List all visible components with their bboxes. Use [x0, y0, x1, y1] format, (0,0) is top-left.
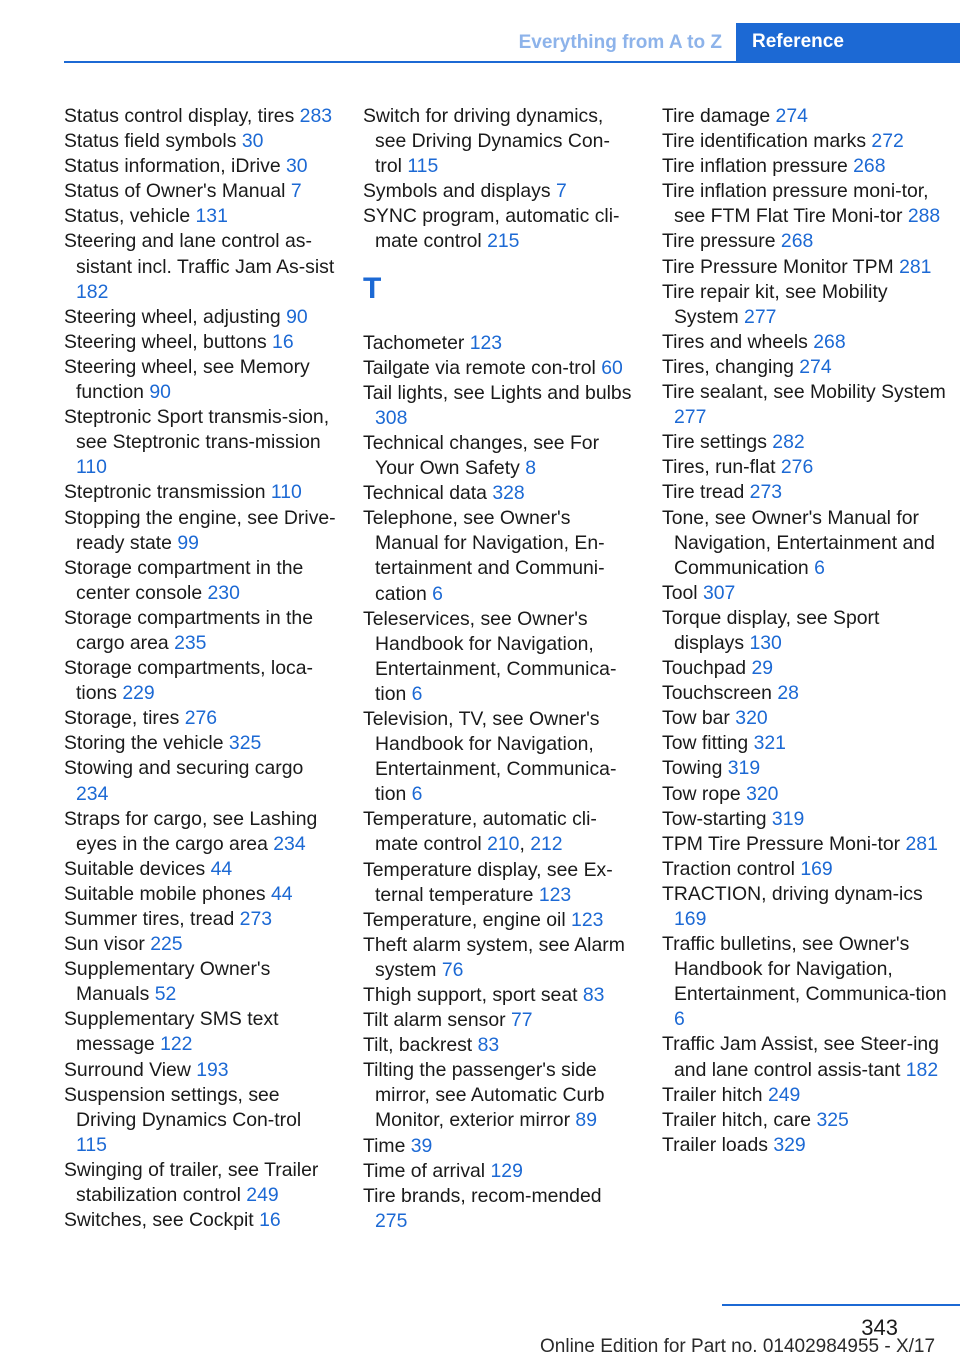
- index-entry: [64, 104, 336, 129]
- page-link[interactable]: 234: [76, 782, 109, 805]
- page-link[interactable]: 169: [800, 857, 833, 880]
- page-link[interactable]: 215: [487, 230, 520, 253]
- index-term: Traffic bulletins, see Owner's Handbook for Navigation, Entertainment, Communica-tion: [662, 933, 947, 1006]
- index-term: Tilt alarm sensor: [363, 1009, 506, 1032]
- page-link[interactable]: 30: [241, 130, 264, 153]
- page-link[interactable]: 83: [477, 1034, 500, 1057]
- page-link[interactable]: 249: [246, 1184, 279, 1207]
- index-entry: [662, 355, 952, 380]
- index-entry: [662, 1108, 952, 1133]
- page-link[interactable]: 234: [273, 832, 306, 855]
- index-entry: [64, 807, 336, 857]
- index-term: Sun visor: [64, 933, 145, 956]
- index-term: Tool: [662, 581, 698, 604]
- page-link[interactable]: 123: [538, 883, 572, 906]
- index-entry: [662, 104, 952, 129]
- index-term: Tire tread: [662, 481, 745, 504]
- page-link[interactable]: 319: [771, 807, 805, 830]
- index-term: Thigh support, sport seat: [363, 984, 578, 1006]
- header-section-title: Everything from A to Z: [518, 32, 722, 53]
- index-term: Steptronic Sport transmis-sion, see Steptronic trans-mission: [64, 406, 330, 454]
- index-entry: [662, 229, 952, 254]
- index-entry: [662, 455, 952, 480]
- index-entry: [662, 1032, 952, 1082]
- page-link[interactable]: 77: [510, 1009, 533, 1032]
- index-term: Tire Pressure Monitor TPM: [662, 255, 894, 278]
- index-term: Traffic Jam Assist, see Steer-ing and lane control assis-tant: [662, 1033, 939, 1081]
- index-entry: [662, 280, 952, 330]
- index-term: Supplementary Owner's Manuals: [64, 958, 271, 1006]
- index-entry: [363, 104, 635, 179]
- index-term: Swinging of trailer, see Trailer stabilization control: [64, 1158, 319, 1207]
- index-entry: [662, 255, 952, 280]
- page-link[interactable]: 76: [441, 958, 464, 981]
- page-link[interactable]: 6: [411, 682, 423, 705]
- page-link[interactable]: 182: [905, 1058, 939, 1081]
- index-entry: [64, 882, 336, 907]
- index-term: Television, TV, see Owner's Handbook for Navigation, Entertainment, Communica-tion: [363, 707, 617, 806]
- page-link[interactable]: 320: [735, 707, 768, 730]
- index-term: Status of Owner's Manual: [64, 180, 286, 203]
- index-term: Tires and wheels: [662, 330, 808, 353]
- page-link[interactable]: 28: [777, 682, 799, 705]
- index-entry: [363, 1134, 635, 1159]
- index-column-1: [64, 104, 336, 1233]
- index-entry: [662, 380, 952, 430]
- index-entry: [64, 229, 336, 304]
- index-term: Tire pressure: [662, 230, 776, 253]
- index-term: Technical changes, see For Your Own Safety: [363, 431, 600, 480]
- index-term: Status field symbols: [64, 130, 237, 153]
- page-link[interactable]: 182: [76, 280, 109, 303]
- index-entry: [64, 656, 336, 706]
- page-link[interactable]: 235: [174, 631, 207, 654]
- page-link[interactable]: 129: [490, 1159, 523, 1182]
- index-entry: [363, 1033, 635, 1058]
- index-term: Trailer hitch, care: [662, 1108, 812, 1131]
- page-link[interactable]: 268: [813, 330, 846, 353]
- index-term: Touchscreen: [662, 682, 772, 705]
- index-entry: [363, 481, 635, 506]
- page-link[interactable]: 6: [432, 582, 443, 605]
- page-link[interactable]: 281: [905, 832, 938, 855]
- page-link[interactable]: 8: [525, 457, 536, 480]
- page-link[interactable]: 281: [899, 255, 932, 278]
- index-term: Suitable mobile phones: [64, 882, 266, 905]
- page-link[interactable]: 44: [270, 882, 293, 905]
- index-term: Supplementary SMS text message: [64, 1008, 279, 1056]
- index-entry: [662, 330, 952, 355]
- index-entry: [64, 154, 336, 179]
- index-term: Surround View: [64, 1058, 191, 1081]
- index-entry: [64, 706, 336, 731]
- index-term: Tire inflation pressure: [662, 155, 848, 178]
- index-entry: [363, 607, 635, 707]
- page-link[interactable]: 212: [530, 833, 563, 856]
- index-term: Touchpad: [662, 657, 747, 680]
- index-entry: [64, 556, 336, 606]
- index-entry: [64, 907, 336, 932]
- index-term: Stopping the engine, see Drive-ready state: [64, 506, 336, 554]
- index-term: TRACTION, driving dynam-ics: [662, 882, 923, 905]
- page-link[interactable]: 268: [780, 230, 814, 253]
- page-link[interactable]: 115: [407, 155, 439, 178]
- page-link[interactable]: 60: [601, 356, 623, 379]
- index-term: Status, vehicle: [64, 205, 191, 228]
- index-term: Tow-starting: [662, 807, 767, 830]
- index-term: Suspension settings, see Driving Dynamics Con-trol: [64, 1083, 302, 1131]
- index-entry: [662, 581, 952, 606]
- index-entry: [363, 179, 635, 204]
- index-term: Tires, run-flat: [662, 456, 776, 479]
- page-link[interactable]: 308: [375, 406, 408, 429]
- page-link[interactable]: 276: [184, 707, 218, 730]
- index-term: Tire inflation pressure moni-tor, see FTM Flat Tire Moni-tor: [662, 180, 929, 228]
- page-link[interactable]: 229: [122, 682, 155, 705]
- index-entry: [363, 356, 635, 381]
- index-entry: [64, 480, 336, 505]
- index-entry: [64, 1007, 336, 1057]
- page-link[interactable]: 6: [814, 556, 825, 579]
- page-link[interactable]: 130: [749, 631, 782, 654]
- index-term: SYNC program, automatic cli-mate control: [363, 205, 620, 253]
- index-term: TPM Tire Pressure Moni-tor: [662, 832, 901, 855]
- index-term: Tilting the passenger's side mirror, see Automatic Curb Monitor, exterior mirror: [363, 1059, 605, 1132]
- index-term: Status control display, tires: [64, 105, 295, 127]
- index-term: Switch for driving dynamics, see Driving Dynamics Con-trol: [363, 105, 610, 178]
- index-entry: [662, 882, 952, 932]
- index-term: Tires, changing: [662, 355, 794, 378]
- page-link[interactable]: 283: [299, 105, 333, 127]
- index-term: Trailer loads: [662, 1133, 768, 1156]
- index-entry: [662, 606, 952, 656]
- index-entry: [64, 857, 336, 882]
- index-entry: [64, 756, 336, 806]
- index-term: Storage compartment in the center console: [64, 556, 304, 604]
- index-entry: [64, 355, 336, 405]
- page-link[interactable]: 225: [150, 933, 183, 956]
- index-term: Temperature display, see Ex-ternal temperature: [363, 858, 613, 906]
- index-term: Tire sealant, see Mobility System: [662, 381, 946, 404]
- page-link[interactable]: 275: [375, 1209, 408, 1232]
- page-link[interactable]: 210: [487, 833, 520, 856]
- index-entry: [64, 405, 336, 480]
- index-term: Time of arrival: [363, 1159, 486, 1182]
- index-term: Technical data: [363, 482, 487, 505]
- index-term: Suitable devices: [64, 857, 206, 880]
- index-term: Tow rope: [662, 782, 741, 805]
- page-link[interactable]: 90: [149, 381, 171, 404]
- page-link[interactable]: 277: [674, 406, 707, 429]
- page-link[interactable]: 110: [270, 481, 302, 504]
- index-term: Storage, tires: [64, 707, 180, 730]
- index-entry: [363, 807, 635, 857]
- index-entry: [363, 908, 635, 933]
- index-term: Steering wheel, buttons: [64, 330, 267, 353]
- index-term: Tire identification marks: [662, 130, 867, 153]
- page-link[interactable]: 272: [871, 130, 904, 153]
- index-term: Temperature, automatic cli-mate control: [363, 808, 597, 856]
- index-entry: [662, 731, 952, 756]
- index-entry: [64, 1208, 336, 1233]
- index-entry: [363, 331, 635, 356]
- index-entry: [363, 381, 635, 431]
- index-entry: [64, 305, 336, 330]
- page-link[interactable]: 193: [196, 1058, 229, 1081]
- index-entry: [64, 932, 336, 957]
- index-entry: [363, 1008, 635, 1033]
- page-link[interactable]: 90: [286, 305, 308, 328]
- index-term: Straps for cargo, see Lashing eyes in the cargo area: [64, 807, 318, 855]
- index-entry: [363, 1159, 635, 1184]
- page-link[interactable]: 30: [286, 155, 308, 178]
- index-entry: [662, 756, 952, 781]
- index-term: Tire repair kit, see Mobility System: [662, 280, 888, 328]
- page-link[interactable]: 16: [259, 1209, 281, 1232]
- index-entry: [64, 1083, 336, 1158]
- page-link[interactable]: 319: [727, 757, 761, 780]
- index-entry: [662, 857, 952, 882]
- index-entry: [662, 1133, 952, 1158]
- page-link[interactable]: 115: [76, 1133, 107, 1156]
- index-entry: [662, 932, 952, 1032]
- index-term: Symbols and displays: [363, 180, 551, 203]
- page-link[interactable]: 7: [290, 180, 302, 203]
- index-entry: [64, 957, 336, 1007]
- page-separator: ,: [519, 833, 525, 856]
- header-rule: [64, 61, 960, 63]
- index-entry: [64, 1158, 336, 1208]
- page-link[interactable]: 39: [410, 1134, 433, 1157]
- index-term: Tilt, backrest: [363, 1034, 473, 1057]
- page-link[interactable]: 274: [775, 105, 808, 127]
- page-link[interactable]: 328: [492, 482, 525, 505]
- header-tab-reference[interactable]: Reference: [736, 23, 960, 61]
- page-link[interactable]: 122: [160, 1033, 193, 1056]
- page-link[interactable]: 123: [469, 331, 503, 354]
- index-entry: [363, 506, 635, 606]
- page-link[interactable]: 249: [767, 1083, 801, 1106]
- index-term: Status information, iDrive: [64, 155, 281, 178]
- index-term: Switches, see Cockpit: [64, 1209, 254, 1232]
- index-entry: [662, 506, 952, 581]
- index-term: Storage compartments in the cargo area: [64, 606, 313, 654]
- page-link[interactable]: 89: [575, 1109, 597, 1132]
- page-link[interactable]: 282: [772, 431, 805, 454]
- page-link[interactable]: 273: [749, 481, 783, 504]
- page-link[interactable]: 268: [853, 155, 886, 178]
- index-entry: [363, 431, 635, 481]
- index-entry: [363, 1058, 635, 1133]
- index-entry: [363, 933, 635, 983]
- index-term: Storage compartments, loca-tions: [64, 657, 313, 705]
- index-term: Tire settings: [662, 431, 767, 454]
- page-link[interactable]: 329: [773, 1133, 806, 1156]
- index-term: Steptronic transmission: [64, 481, 266, 504]
- index-entry: [662, 129, 952, 154]
- page-link[interactable]: 131: [195, 205, 228, 228]
- page-link[interactable]: 44: [210, 857, 233, 880]
- index-entry: [64, 129, 336, 154]
- index-term: Tailgate via remote con-trol: [363, 356, 596, 379]
- index-entry: [662, 832, 952, 857]
- page-link[interactable]: 276: [780, 456, 814, 479]
- page-link[interactable]: 325: [816, 1108, 849, 1131]
- page-link[interactable]: 29: [751, 657, 774, 680]
- index-column-3: [662, 104, 952, 1158]
- page-link[interactable]: 7: [555, 180, 567, 203]
- index-letter-heading: T: [363, 271, 382, 305]
- index-term: Torque display, see Sport displays: [662, 606, 880, 654]
- index-entry: [64, 330, 336, 355]
- index-term: Towing: [662, 757, 723, 780]
- page-link[interactable]: 110: [76, 456, 107, 479]
- index-entry: [363, 707, 635, 807]
- index-term: Theft alarm system, see Alarm system: [363, 933, 625, 981]
- page-link[interactable]: 307: [702, 581, 736, 604]
- index-term: Tachometer: [363, 331, 465, 354]
- edition-watermark: Online Edition for Part no. 01402984955 - X/17: [540, 1336, 936, 1357]
- index-term: Temperature, engine oil: [363, 908, 566, 931]
- page-number: 343: [861, 1315, 898, 1340]
- page-link[interactable]: 6: [674, 1008, 685, 1031]
- index-term: Tow bar: [662, 707, 730, 730]
- index-entry: [363, 983, 635, 1008]
- index-entry: [662, 656, 952, 681]
- page-link[interactable]: 99: [177, 531, 199, 554]
- index-entry: [662, 681, 952, 706]
- index-term: Steering and lane control as-sistant incl. Traffic Jam As-sist: [64, 230, 335, 278]
- index-entry: [662, 430, 952, 455]
- index-entry: [662, 480, 952, 505]
- index-term: Summer tires, tread: [64, 908, 235, 930]
- page-link[interactable]: 83: [582, 984, 605, 1006]
- index-term: Trailer hitch: [662, 1083, 763, 1106]
- page-link[interactable]: 169: [674, 908, 707, 930]
- index-term: Time: [363, 1134, 406, 1157]
- index-term: Teleservices, see Owner's Handbook for Navigation, Entertainment, Communica-tion: [363, 607, 617, 705]
- index-entry: [662, 179, 952, 229]
- page-link[interactable]: 6: [411, 783, 423, 806]
- page-link[interactable]: 321: [753, 732, 786, 755]
- page-link[interactable]: 325: [228, 732, 262, 755]
- page-link[interactable]: 277: [744, 305, 777, 328]
- page-link[interactable]: 52: [154, 983, 177, 1006]
- index-entry: [64, 731, 336, 756]
- page-link[interactable]: 274: [799, 355, 832, 378]
- index-entry: [64, 1058, 336, 1083]
- page-link[interactable]: 16: [272, 330, 294, 353]
- index-term: Tone, see Owner's Manual for Navigation, Entertainment and Communication: [662, 506, 935, 579]
- index-entry: [662, 154, 952, 179]
- page-link[interactable]: 288: [907, 205, 941, 228]
- index-entry: [363, 858, 635, 908]
- index-term: Tow fitting: [662, 732, 749, 755]
- index-entry: [662, 1083, 952, 1108]
- index-term: Tail lights, see Lights and bulbs: [363, 381, 632, 404]
- index-entry: [662, 782, 952, 807]
- index-term: Steering wheel, see Memory function: [64, 355, 310, 404]
- index-entry: [64, 179, 336, 204]
- index-entry: [64, 204, 336, 229]
- index-term: Steering wheel, adjusting: [64, 305, 281, 328]
- index-term: Tire brands, recom-mended: [363, 1184, 602, 1207]
- index-entry: [64, 506, 336, 556]
- page-link[interactable]: 320: [746, 782, 779, 805]
- footer-rule: [722, 1304, 960, 1306]
- index-term: Stowing and securing cargo: [64, 757, 304, 780]
- index-term: Storing the vehicle: [64, 732, 224, 755]
- index-entry: [363, 1184, 635, 1234]
- index-column-2: [363, 104, 635, 1234]
- index-entry: [363, 204, 635, 254]
- page-link[interactable]: 273: [239, 908, 273, 930]
- index-term: Telephone, see Owner's Manual for Navigation, En-tertainment and Communi-cation: [363, 507, 605, 605]
- index-entry: [64, 606, 336, 656]
- page-link[interactable]: 230: [207, 581, 240, 604]
- page-link[interactable]: 123: [571, 908, 604, 931]
- index-term: Traction control: [662, 857, 795, 880]
- index-entry: [662, 807, 952, 832]
- index-term: Tire damage: [662, 105, 771, 127]
- index-entry: [662, 706, 952, 731]
